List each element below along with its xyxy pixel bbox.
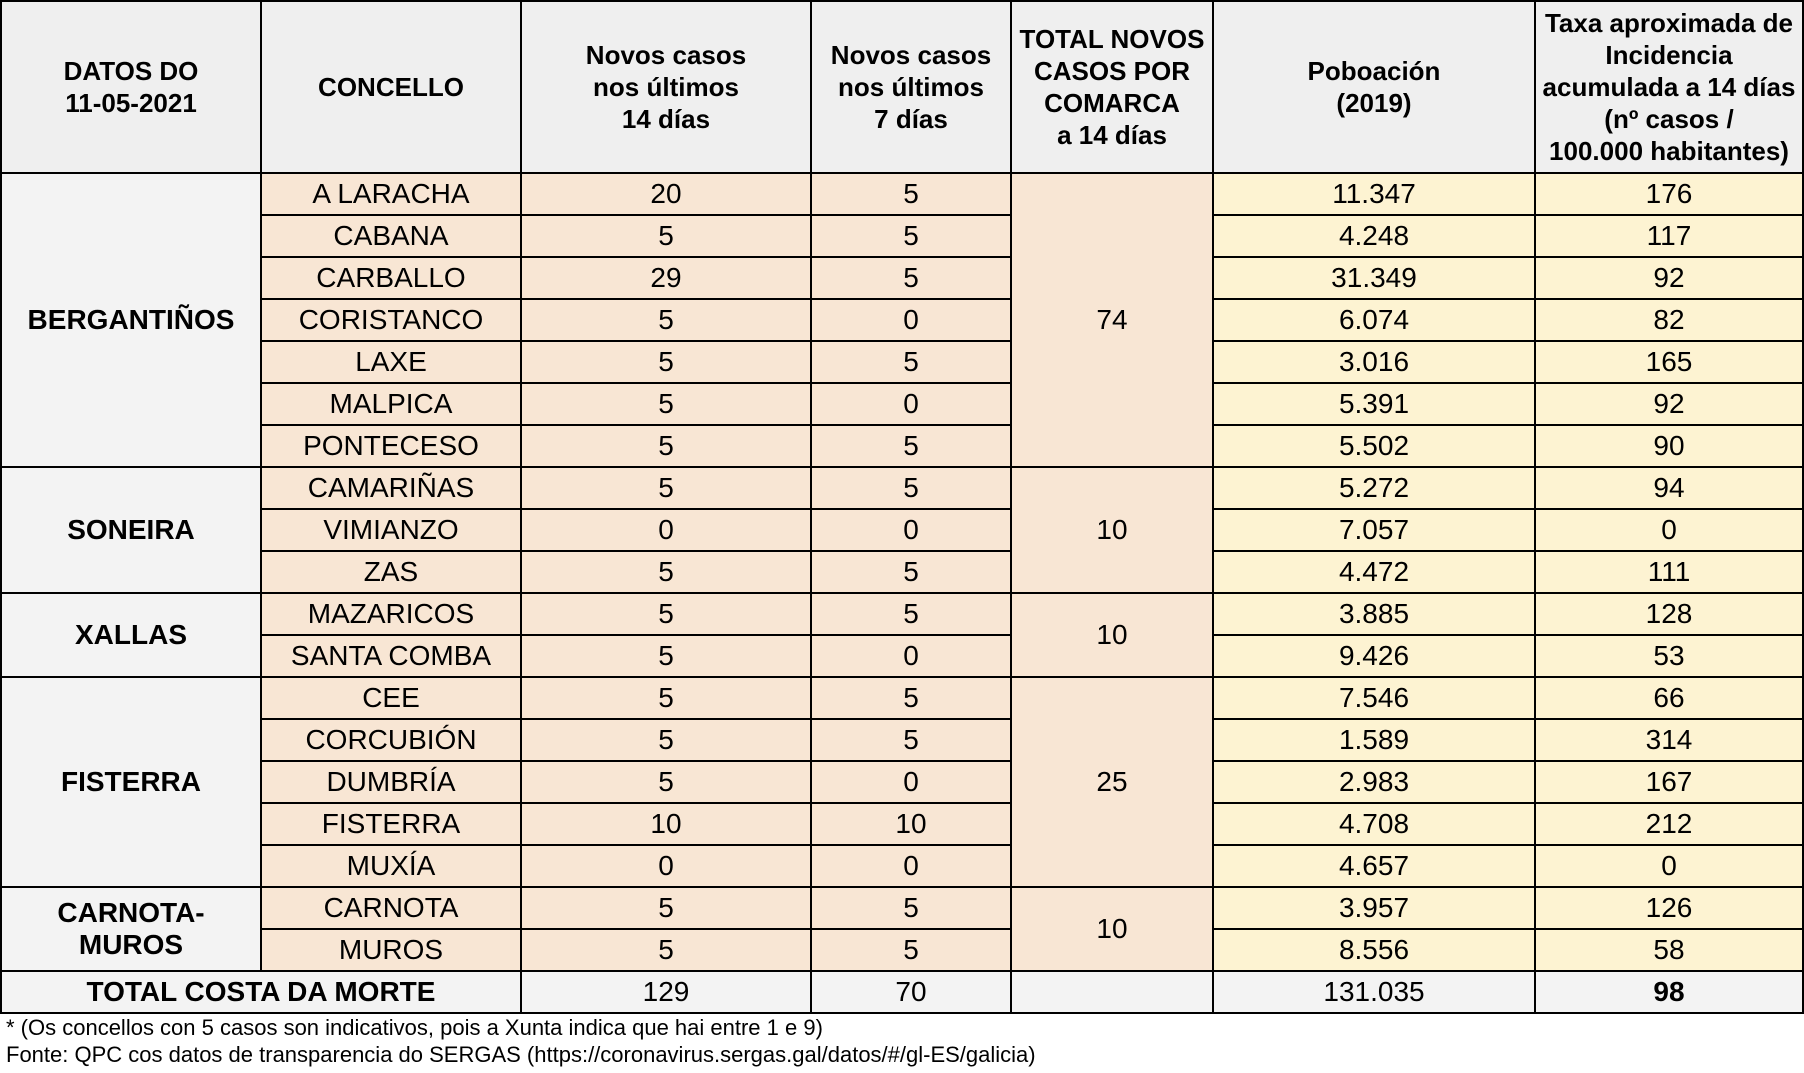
cases-14-days: 5 (521, 299, 811, 341)
incidence-rate: 92 (1535, 383, 1803, 425)
table-row (1, 173, 1803, 215)
cases-7-days: 5 (811, 215, 1011, 257)
cases-14-days: 5 (521, 593, 811, 635)
concello-name: MAZARICOS (261, 593, 521, 635)
table-row (1, 845, 1803, 887)
cases-7-days: 5 (811, 593, 1011, 635)
table-row (1, 509, 1803, 551)
footnote-source: Fonte: QPC cos datos de transparencia do SERGAS (https://coronavirus.sergas.gal/datos/#/gl-ES/galicia) (6, 1042, 1036, 1067)
incidence-rate: 58 (1535, 929, 1803, 971)
table-row (1, 929, 1803, 971)
table-row (1, 761, 1803, 803)
cases-14-days: 5 (521, 215, 811, 257)
comarca-total: 10 (1011, 467, 1213, 593)
footnotes (6, 1014, 1036, 1068)
concello-name: A LARACHA (261, 173, 521, 215)
population: 4.472 (1213, 551, 1535, 593)
comarca-total: 10 (1011, 593, 1213, 677)
footnote-indicative: * (Os concellos con 5 casos son indicativos, pois a Xunta indica que hai entre 1 e 9) (6, 1015, 823, 1040)
cases-7-days: 5 (811, 719, 1011, 761)
cases-7-days: 5 (811, 425, 1011, 467)
table-row (1, 551, 1803, 593)
comarca-name: CARNOTA- MUROS (1, 887, 261, 971)
table-row (1, 677, 1803, 719)
table-row (1, 215, 1803, 257)
totals-label: TOTAL COSTA DA MORTE (1, 971, 521, 1013)
incidence-rate: 176 (1535, 173, 1803, 215)
header-poboacion: Poboación (2019) (1213, 1, 1535, 173)
incidence-rate: 165 (1535, 341, 1803, 383)
table-row (1, 257, 1803, 299)
header-total-comarca: TOTAL NOVOS CASOS POR COMARCA a 14 días (1011, 1, 1213, 173)
totals-comarca (1011, 971, 1213, 1013)
concello-name: LAXE (261, 341, 521, 383)
incidence-rate: 0 (1535, 509, 1803, 551)
population: 3.016 (1213, 341, 1535, 383)
cases-7-days: 0 (811, 299, 1011, 341)
cases-7-days: 5 (811, 173, 1011, 215)
concello-name: CORISTANCO (261, 299, 521, 341)
cases-14-days: 5 (521, 719, 811, 761)
concello-name: CEE (261, 677, 521, 719)
incidence-rate: 212 (1535, 803, 1803, 845)
header-novos-14: Novos casos nos últimos 14 días (521, 1, 811, 173)
concello-name: MUXÍA (261, 845, 521, 887)
cases-7-days: 0 (811, 761, 1011, 803)
table-row (1, 341, 1803, 383)
table-row (1, 425, 1803, 467)
cases-14-days: 5 (521, 677, 811, 719)
concello-name: MALPICA (261, 383, 521, 425)
totals-cases-7-days: 70 (811, 971, 1011, 1013)
cases-14-days: 0 (521, 509, 811, 551)
cases-14-days: 5 (521, 341, 811, 383)
population: 2.983 (1213, 761, 1535, 803)
comarca-name: SONEIRA (1, 467, 261, 593)
population: 3.957 (1213, 887, 1535, 929)
population: 11.347 (1213, 173, 1535, 215)
cases-7-days: 5 (811, 551, 1011, 593)
comarca-total: 10 (1011, 887, 1213, 971)
cases-14-days: 29 (521, 257, 811, 299)
cases-7-days: 5 (811, 467, 1011, 509)
incidence-rate: 111 (1535, 551, 1803, 593)
header-concello: CONCELLO (261, 1, 521, 173)
table-row (1, 635, 1803, 677)
concello-name: DUMBRÍA (261, 761, 521, 803)
cases-7-days: 10 (811, 803, 1011, 845)
cases-7-days: 0 (811, 635, 1011, 677)
totals-cases-14-days: 129 (521, 971, 811, 1013)
concello-name: MUROS (261, 929, 521, 971)
population: 4.708 (1213, 803, 1535, 845)
population: 9.426 (1213, 635, 1535, 677)
cases-7-days: 0 (811, 509, 1011, 551)
population: 3.885 (1213, 593, 1535, 635)
cases-7-days: 0 (811, 845, 1011, 887)
incidence-rate: 128 (1535, 593, 1803, 635)
population: 5.391 (1213, 383, 1535, 425)
population: 5.272 (1213, 467, 1535, 509)
cases-14-days: 20 (521, 173, 811, 215)
table-row (1, 467, 1803, 509)
incidence-rate: 314 (1535, 719, 1803, 761)
incidence-rate: 117 (1535, 215, 1803, 257)
totals-incidence-rate: 98 (1535, 971, 1803, 1013)
cases-7-days: 5 (811, 341, 1011, 383)
population: 1.589 (1213, 719, 1535, 761)
cases-14-days: 5 (521, 929, 811, 971)
cases-7-days: 5 (811, 887, 1011, 929)
population: 5.502 (1213, 425, 1535, 467)
incidence-rate: 0 (1535, 845, 1803, 887)
comarca-name: FISTERRA (1, 677, 261, 887)
comarca-total: 74 (1011, 173, 1213, 467)
table-row (1, 383, 1803, 425)
concello-name: PONTECESO (261, 425, 521, 467)
concello-name: VIMIANZO (261, 509, 521, 551)
totals-row (1, 971, 1803, 1013)
population: 4.657 (1213, 845, 1535, 887)
incidence-rate: 90 (1535, 425, 1803, 467)
incidence-rate: 94 (1535, 467, 1803, 509)
cases-14-days: 0 (521, 845, 811, 887)
table-row (1, 593, 1803, 635)
table-row (1, 719, 1803, 761)
population: 4.248 (1213, 215, 1535, 257)
population: 7.057 (1213, 509, 1535, 551)
cases-14-days: 5 (521, 551, 811, 593)
cases-14-days: 10 (521, 803, 811, 845)
comarca-total: 25 (1011, 677, 1213, 887)
population: 31.349 (1213, 257, 1535, 299)
cases-14-days: 5 (521, 467, 811, 509)
cases-7-days: 5 (811, 929, 1011, 971)
cases-14-days: 5 (521, 761, 811, 803)
incidence-rate: 167 (1535, 761, 1803, 803)
concello-name: FISTERRA (261, 803, 521, 845)
incidence-rate: 53 (1535, 635, 1803, 677)
header-taxa: Taxa aproximada de Incidencia acumulada a 14 días (nº casos / 100.000 habitantes) (1535, 1, 1803, 173)
cases-14-days: 5 (521, 887, 811, 929)
incidence-rate: 126 (1535, 887, 1803, 929)
header-row (1, 1, 1803, 173)
incidence-rate: 92 (1535, 257, 1803, 299)
concello-name: CARNOTA (261, 887, 521, 929)
comarca-name: BERGANTIÑOS (1, 173, 261, 467)
table-row (1, 887, 1803, 929)
cases-7-days: 0 (811, 383, 1011, 425)
concello-name: CABANA (261, 215, 521, 257)
cases-14-days: 5 (521, 383, 811, 425)
header-novos-7: Novos casos nos últimos 7 días (811, 1, 1011, 173)
totals-population: 131.035 (1213, 971, 1535, 1013)
population: 8.556 (1213, 929, 1535, 971)
concello-name: CAMARIÑAS (261, 467, 521, 509)
header-datos: DATOS DO 11-05-2021 (1, 1, 261, 173)
table-body (1, 173, 1803, 1013)
incidence-rate: 82 (1535, 299, 1803, 341)
cases-7-days: 5 (811, 677, 1011, 719)
population: 7.546 (1213, 677, 1535, 719)
concello-name: CORCUBIÓN (261, 719, 521, 761)
cases-14-days: 5 (521, 635, 811, 677)
table-row (1, 803, 1803, 845)
table-row (1, 299, 1803, 341)
concello-name: CARBALLO (261, 257, 521, 299)
incidence-rate: 66 (1535, 677, 1803, 719)
cases-7-days: 5 (811, 257, 1011, 299)
cases-14-days: 5 (521, 425, 811, 467)
concello-name: SANTA COMBA (261, 635, 521, 677)
concello-name: ZAS (261, 551, 521, 593)
population: 6.074 (1213, 299, 1535, 341)
comarca-name: XALLAS (1, 593, 261, 677)
